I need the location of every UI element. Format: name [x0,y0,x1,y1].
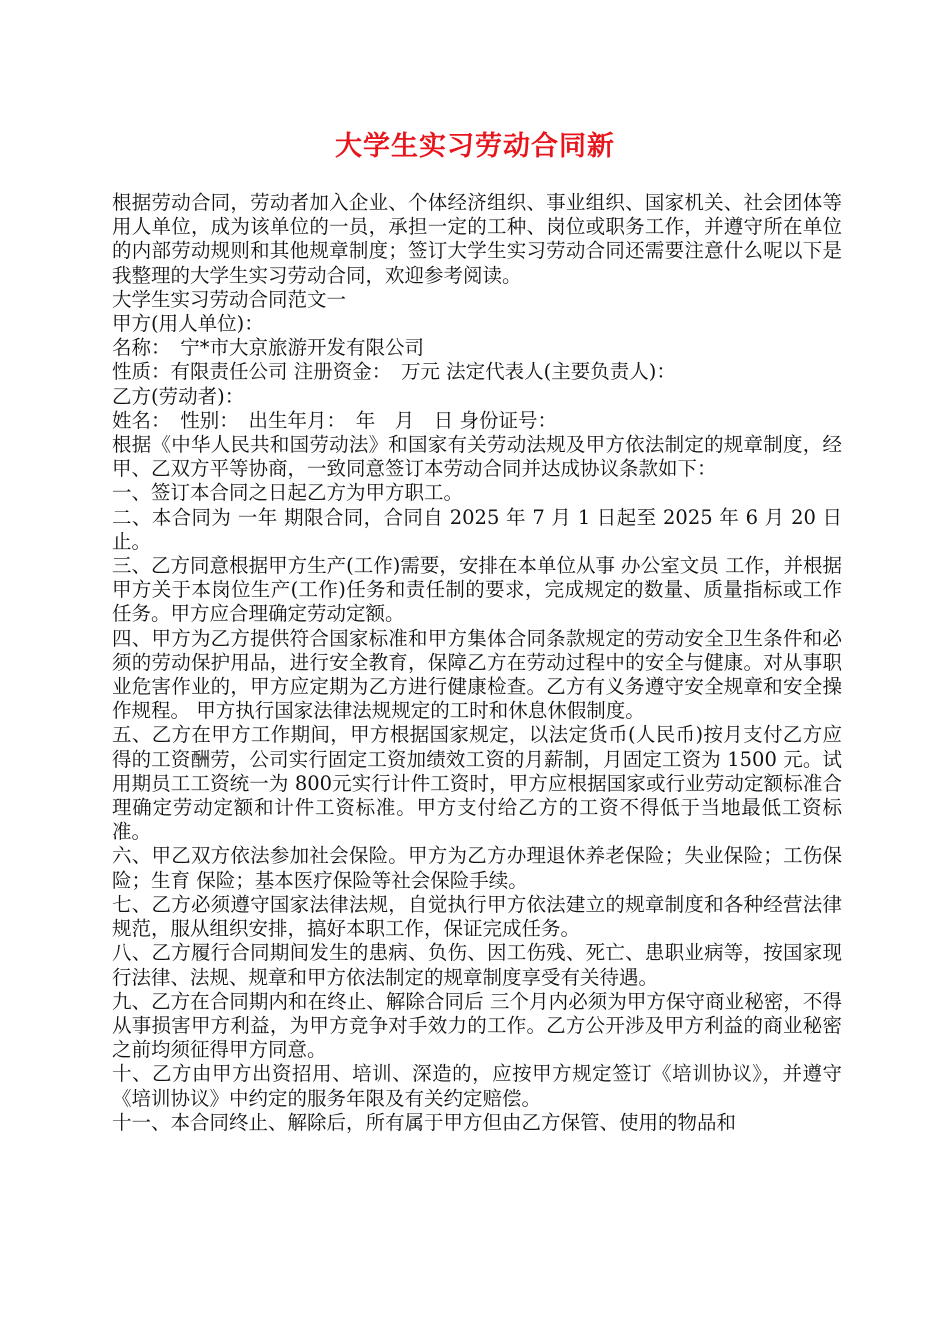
clause-3: 三、乙方同意根据甲方生产(工作)需要，安排在本单位从事 办公室文员 工作，并根据甲方关于本岗位生产(工作)任务和责任制的要求，完成规定的数量、质量指标或工作任务。甲方应合理确定劳动定额。 [112,554,842,626]
clause-10: 十、乙方由甲方出资招用、培训、深造的，应按甲方规定签订《培训协议》，并遵守《培训协议》中约定的服务年限及有关约定赔偿。 [112,1062,842,1110]
preamble-paragraph: 根据《中华人民共和国劳动法》和国家有关劳动法规及甲方依法制定的规章制度，经甲、乙双方平等协商，一致同意签订本劳动合同并达成协议条款如下： [112,433,842,481]
clause-6: 六、甲乙双方依法参加社会保险。甲方为乙方办理退休养老保险；失业保险；工伤保险；生育 保险；基本医疗保险等社会保险手续。 [112,844,842,892]
clause-5: 五、乙方在甲方工作期间，甲方根据国家规定，以法定货币(人民币)按月支付乙方应得的工资酬劳，公司实行固定工资加绩效工资的月薪制，月固定工资为 1500 元。试用期员工工资统一为 800元实行计件工资时，甲方应根据国家或行业劳动定额标准合理确定劳动定额和计件工资标准。甲方支付给乙方的工资不得低于当地最低工资标准。 [112,723,842,844]
clause-9: 九、乙方在合同期内和在终止、解除合同后 三个月内必须为甲方保守商业秘密，不得从事损害甲方利益，为甲方竞争对手效力的工作。乙方公开涉及甲方利益的商业秘密之前均须征得甲方同意。 [112,989,842,1062]
clause-1: 一、签订本合同之日起乙方为甲方职工。 [112,481,464,505]
document-body [112,191,842,1135]
section-heading: 大学生实习劳动合同范文一 [112,287,347,311]
document-title: 大学生实习劳动合同新 [335,131,615,162]
party-a-label: 甲方(用人单位)： [112,312,264,336]
intro-paragraph: 根据劳动合同，劳动者加入企业、个体经济组织、事业组织、国家机关、社会团体等用人单位，成为该单位的一员，承担一定的工种、岗位或职务工作，并遵守所在单位的内部劳动规则和其他规章制度；签订大学生实习劳动合同还需要注意什么呢以下是我整理的大学生实习劳动合同，欢迎参考阅读。 [112,191,842,287]
clause-4: 四、甲方为乙方提供符合国家标准和甲方集体合同条款规定的劳动安全卫生条件和必须的劳动保护用品，进行安全教育，保障乙方在劳动过程中的安全与健康。对从事职业危害作业的，甲方应定期为乙方进行健康检查。乙方有义务遵守安全规章和安全操作规程。 甲方执行国家法律法规规定的工时和休息休假制度。 [112,626,842,723]
clause-11: 十一、本合同终止、解除后，所有属于甲方但由乙方保管、使用的物品和 [112,1110,737,1134]
party-a-name: 名称： 宁*市大京旅游开发有限公司 [112,336,425,360]
clause-8: 八、乙方履行合同期间发生的患病、负伤、因工伤残、死亡、患职业病等，按国家现行法律、法规、规章和甲方依法制定的规章制度享受有关待遇。 [112,941,842,989]
party-a-nature: 性质：有限责任公司 注册资金： 万元 法定代表人(主要负责人)： [112,360,676,384]
clause-7: 七、乙方必须遵守国家法律法规，自觉执行甲方依法建立的规章制度和各种经营法律规范，服从组织安排，搞好本职工作，保证完成任务。 [112,892,842,941]
party-b-details: 姓名： 性别： 出生年月： 年 月 日 身份证号： [112,408,557,432]
party-b-label: 乙方(劳动者)： [112,384,245,408]
clause-2: 二、本合同为 一年 期限合同，合同自 2025 年 7 月 1 日起至 2025 年 6 月 20 日止。 [112,505,842,553]
